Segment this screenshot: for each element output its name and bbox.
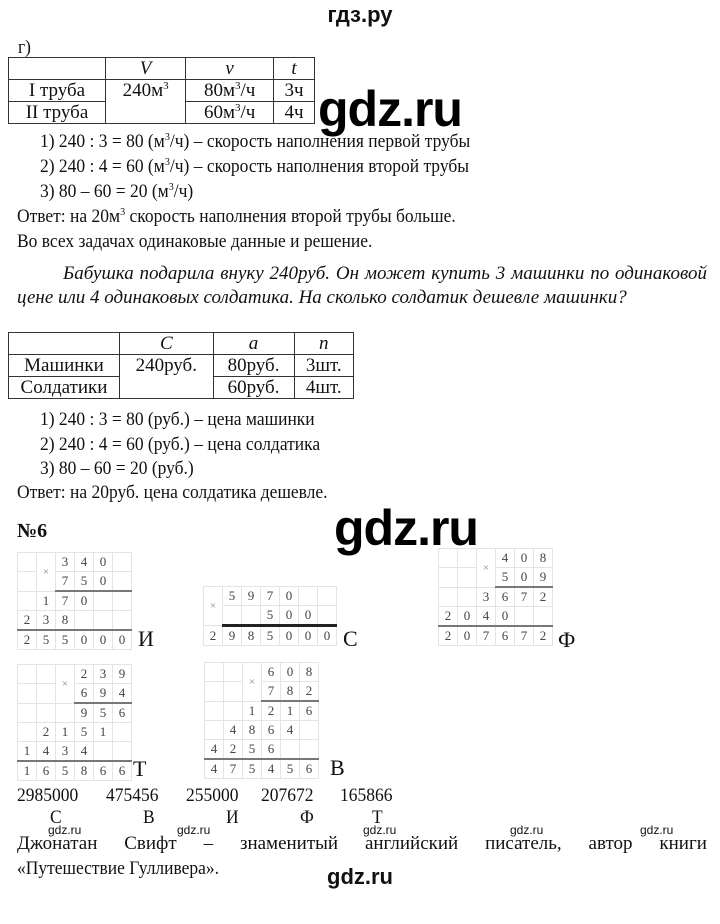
grid-letter: Ф	[558, 627, 576, 652]
grid-letter: С	[343, 626, 358, 651]
multiplication-grid-v: × 6 0 8 7 8 2 1 2 1 6 4 8 6 4 4 2 5 6 4 7 5 4 5 6	[204, 662, 319, 779]
time-cell: 4ч	[274, 102, 315, 124]
grid-letter: В	[330, 755, 345, 780]
count-cell: 4шт.	[294, 377, 354, 399]
result-number: 255000	[186, 785, 239, 806]
time-cell: 3ч	[274, 80, 315, 102]
grid-letter: И	[138, 626, 154, 651]
result-number: 165866	[340, 785, 393, 806]
table-header-time: t	[274, 58, 315, 80]
table-header-cost: C	[120, 333, 214, 355]
watermark-small: gdz.ru	[48, 823, 82, 837]
result-number: 475456	[106, 785, 159, 806]
pipes-table	[8, 57, 315, 124]
rate-cell: $80м^3/ч$	[186, 80, 274, 102]
table-header-rate: v	[186, 58, 274, 80]
table-header-volume: V	[106, 58, 186, 80]
watermark-small: gdz.ru	[363, 823, 397, 837]
watermark-bottom: gdz.ru	[327, 864, 393, 889]
price-cell: 80руб.	[213, 355, 294, 377]
price-cell: 60руб.	[213, 377, 294, 399]
multiplication-grid-t: × 2 3 9 6 9 4 9 5 6 2 1 5 1 1 4 3 4 1 6 5 8 6 6	[17, 664, 132, 781]
section-label: г)	[18, 37, 31, 58]
cost-cell: 240руб.	[120, 355, 214, 399]
result-number: 2985000	[17, 785, 79, 806]
answer-text: Ответ: на $20м^3$ скорость наполнения второй трубы больше.	[17, 206, 456, 227]
solution-step: 2) 240 : 4 = 60 $(м^3/ч)$ – скорость наполнения второй трубы	[40, 156, 469, 177]
problem-statement: Бабушка подарила внуку 240руб. Он может купить 3 машинки по одинаковой цене или 4 одинаковых солдатика. На сколько солдатик дешевле машинки?	[17, 263, 707, 308]
multiplication-grid-f: × 4 0 8 5 0 9 3 6 7 2 2 0 4 0 2 0 7 6 7 2	[438, 548, 553, 646]
multiplication-grid-s: × 5 9 7 0 5 0 0 2 9 8 5 0 0 0	[203, 586, 337, 646]
conclusion-book-title: «Путешествие Гулливера».	[17, 858, 220, 879]
rate-cell: $60м^3/ч$	[186, 102, 274, 124]
count-cell: 3шт.	[294, 355, 354, 377]
watermark-small: gdz.ru	[177, 823, 211, 837]
result-number: 207672	[261, 785, 314, 806]
row-name: I труба	[9, 80, 106, 102]
table-header-count: n	[294, 333, 354, 355]
result-letter: С	[50, 807, 62, 828]
conclusion-line: Джонатан Свифт – знаменитый английский писатель, автор книги	[17, 833, 707, 854]
multiplication-grid-i: × 3 4 0 7 5 0 1 7 0 2 3 8 2 5 5 0 0 0	[17, 552, 132, 650]
volume-cell: $240м^3$	[106, 80, 186, 124]
solution-step: 1) 240 : 3 = 80 (руб.) – цена машинки	[40, 409, 315, 430]
solution-step: 2) 240 : 4 = 60 (руб.) – цена солдатика	[40, 434, 321, 455]
row-name: II труба	[9, 102, 106, 124]
result-letter: И	[226, 807, 239, 828]
watermark-small: gdz.ru	[640, 823, 674, 837]
table-header-price: a	[213, 333, 294, 355]
watermark-small: gdz.ru	[510, 823, 544, 837]
table-header-empty	[9, 58, 106, 80]
result-letter: В	[143, 807, 155, 828]
row-name: Солдатики	[9, 377, 120, 399]
watermark-top: гдз.ру	[327, 2, 393, 27]
watermark-large: gdz.ru	[318, 81, 462, 137]
row-name: Машинки	[9, 355, 120, 377]
grid-letter: Т	[133, 756, 147, 781]
solution-step: 3) 80 – 60 = 20 $(м^3/ч)$	[40, 181, 194, 202]
note-text: Во всех задачах одинаковые данные и решение.	[17, 231, 373, 252]
result-letter: Ф	[300, 807, 314, 828]
table-header-empty	[9, 333, 120, 355]
solution-step: 1) 240 : 3 = 80 $(м^3/ч)$ – скорость наполнения первой трубы	[40, 131, 471, 152]
watermark-large: gdz.ru	[334, 500, 478, 556]
solution-step: 3) 80 – 60 = 20 (руб.)	[40, 458, 194, 479]
task-number: №6	[17, 520, 48, 542]
result-letter: Т	[372, 807, 383, 828]
answer-text: Ответ: на 20руб. цена солдатика дешевле.	[17, 482, 328, 503]
toys-table	[8, 332, 354, 399]
